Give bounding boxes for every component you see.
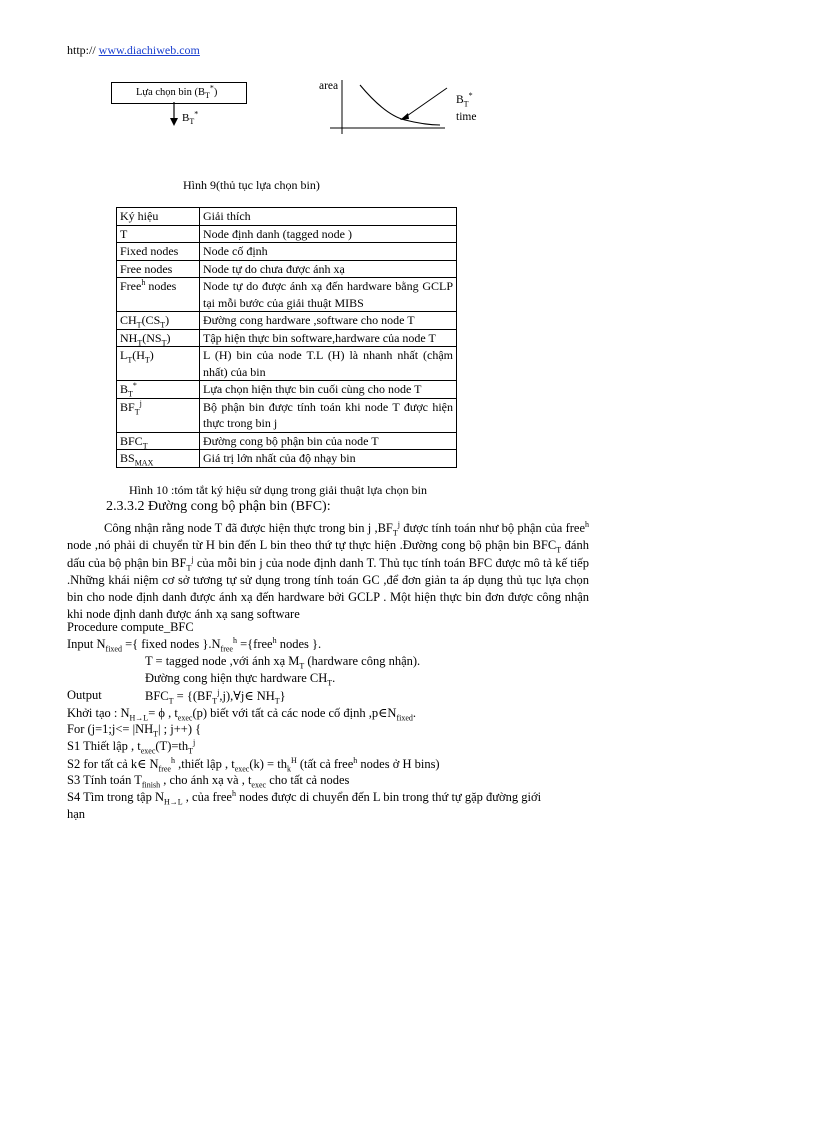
procedure-title: Procedure compute_BFC xyxy=(67,620,194,634)
table-cell-symbol: Free nodes xyxy=(117,260,200,278)
procedure-input-curve: Đường cong hiện thực hardware $CH_T$. xyxy=(145,671,336,688)
table-cell-desc: Bộ phận bin được tính toán khi node T được hiện thực trong bin j xyxy=(200,398,457,432)
table-cell-desc: Node định danh (tagged node ) xyxy=(200,225,457,243)
graph-bt-label: $B_T^*$ xyxy=(456,91,473,109)
table-row xyxy=(117,278,457,312)
table-cell-symbol: Free$^h$ nodes xyxy=(117,278,200,312)
figure10-caption: Hình 10 :tóm tắt ký hiệu sử dụng trong giải thuật lựa chọn bin xyxy=(129,483,427,497)
table-row xyxy=(117,450,457,468)
table-cell-symbol: $CH_T(CS_T)$ xyxy=(117,312,200,330)
table-cell-desc: Node cố định xyxy=(200,243,457,261)
table-row xyxy=(117,329,457,347)
table-cell-desc: Node tự do được ánh xạ đến hardware bằng GCLP tại mỗi bước của giải thuật MIBS xyxy=(200,278,457,312)
table-row xyxy=(117,312,457,330)
table-cell-symbol: $BFC_T$ xyxy=(117,432,200,450)
header-prefix: http:// xyxy=(67,43,99,57)
symbol-table xyxy=(116,207,457,468)
table-cell-symbol: $L_T(H_T)$ xyxy=(117,347,200,381)
table-row xyxy=(117,432,457,450)
page-header xyxy=(67,43,200,58)
table-header-explanation: Giải thích xyxy=(200,208,457,226)
table-cell-desc: Giá trị lớn nhất của độ nhạy bin xyxy=(200,450,457,468)
table-cell-symbol: T xyxy=(117,225,200,243)
table-cell-symbol: $BF_T^j$ xyxy=(117,398,200,432)
bin-selection-box xyxy=(111,82,247,104)
table-row xyxy=(117,260,457,278)
table-row xyxy=(117,381,457,399)
graph-axis-area-label: area xyxy=(319,80,339,92)
procedure-output-label: Output xyxy=(67,688,102,702)
procedure-for-loop: For (j=1;j<= $|NH_T|$ ; j++) { xyxy=(67,722,202,739)
graph-pointer-arrowhead xyxy=(400,113,409,120)
table-row xyxy=(117,398,457,432)
table-header-symbol: Ký hiệu xyxy=(117,208,200,226)
table-cell-desc: L (H) bin của node T.L (H) là nhanh nhất (chậm nhất) của bin xyxy=(200,347,457,381)
table-cell-desc: Tập hiện thực bin software,hardware của node T xyxy=(200,329,457,347)
section-heading: 2.3.3.2 Đường cong bộ phận bin (BFC): xyxy=(106,499,331,514)
procedure-init: Khởi tạo : $N_{H\to L}= \phi$ , $t_{exec}(p)$ biết với tất cả các node cố định $,p\in N_{fixed}$. xyxy=(67,706,417,723)
table-cell-desc: Đường cong bộ phận bin của node T xyxy=(200,432,457,450)
figure9-caption: Hình 9(thủ tục lựa chọn bin) xyxy=(183,178,320,192)
table-row xyxy=(117,347,457,381)
table-cell-symbol: Fixed nodes xyxy=(117,243,200,261)
table-row xyxy=(117,243,457,261)
procedure-step-s3: S3 Tính toán $T_{finish}$ , cho ánh xạ và , $t_{exec}$ cho tất cả nodes xyxy=(67,773,350,790)
procedure-step-s2: S2 for tất cả k∈ $N_{free}^h$ ,thiết lập , $t_{exec}(k) = th_k^H$ (tất cả free$^h$ nodes ở H bins) xyxy=(67,755,440,774)
table-cell-desc: Node tự do chưa được ánh xạ xyxy=(200,260,457,278)
table-header-row xyxy=(117,208,457,226)
table-row xyxy=(117,225,457,243)
table-cell-symbol: $BS_{MAX}$ xyxy=(117,450,200,468)
body-paragraph: Công nhận rằng node T đã được hiện thực trong bin j $,BF_T^j$ được tính toán như bộ phận của free$^h$ node ,nó phải di chuyển từ H bin đến L bin theo thứ tự thực hiện .Đường cong bộ phận bin $BFC_T$ đánh dấu của bộ phận bin $BF_T^j$ của mỗi bin j của node định danh T. Thủ tục tính toán BFC được mô tả kế tiếp .Những khái niệm cơ sở tương tự sử dụng trong tính toán GC ,để đơn giản ta áp dụng thủ tục lựa chọn bin cho node định danh được ánh xạ đến hardware bởi GCLP . Một hiện thực bin đơn được công nhận khi node định danh được ánh xạ sang software xyxy=(67,519,589,622)
procedure-input: Input $N_{fixed}$ ={ fixed nodes }$.N_{free}^h$ ={free$^h$ nodes }. xyxy=(67,635,322,654)
table-cell-desc: Lựa chọn hiện thực bin cuối cùng cho node T xyxy=(200,381,457,399)
procedure-step-s4-cont: hạn xyxy=(67,807,86,821)
bin-selection-label: Lựa chọn bin $(B_T^*)$ xyxy=(136,83,218,101)
graph-time-label: time xyxy=(456,111,477,123)
area-time-graph xyxy=(330,80,450,140)
procedure-output: $BFC_T$ = {$(BF_T^j,j),\forall j\in$ $NH_T$} xyxy=(145,687,286,706)
header-link[interactable]: www.diachiweb.com xyxy=(98,43,200,57)
procedure-input-tagged: T = tagged node ,với ánh xạ $M_T$ (hardware công nhận). xyxy=(145,654,421,671)
down-arrow-icon xyxy=(160,102,180,128)
table-cell-symbol: $B_T^*$ xyxy=(117,381,200,399)
table-cell-symbol: $NH_T(NS_T)$ xyxy=(117,329,200,347)
arrow-output-label: $B_T^*$ xyxy=(182,109,199,127)
procedure-step-s4: S4 Tìm trong tập $N_{H\to L}$ , của free$^h$ nodes được di chuyển đến L bin trong thứ tự gặp đường giới xyxy=(67,788,542,807)
graph-pointer-line xyxy=(404,88,447,118)
table-cell-desc: Đường cong hardware ,software cho node T xyxy=(200,312,457,330)
procedure-step-s1: S1 Thiết lập , $t_{exec}(T)=th_T^j$ xyxy=(67,737,196,756)
graph-curve xyxy=(360,85,440,125)
